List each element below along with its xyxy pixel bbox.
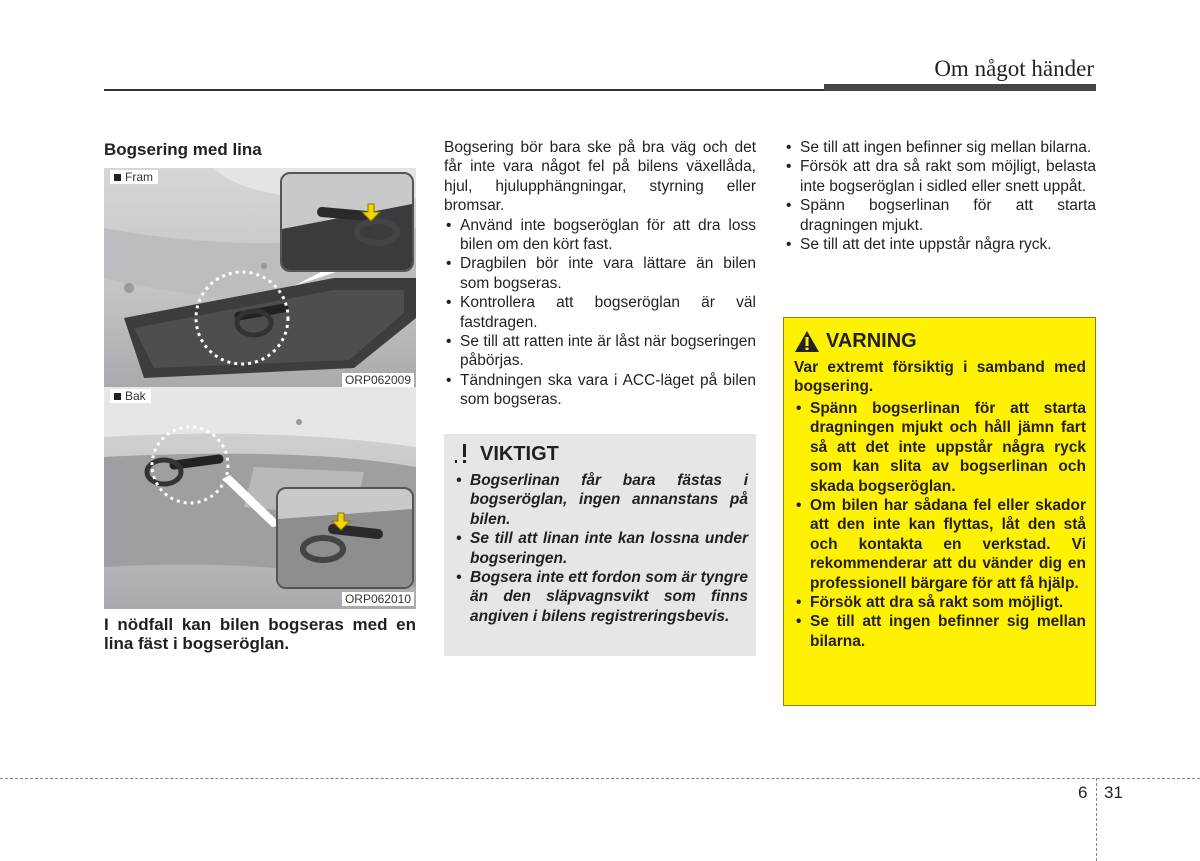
list-item: • Bogsera inte ett fordon som är tyngre än den släpvagnsvikt som finns angiven i bilens registreringsbevis. [454, 568, 748, 626]
list-item: • Se till att det inte uppstår några ryck. [784, 235, 1096, 254]
figure-front-code: ORP062009 [342, 373, 414, 387]
list-item: • Kontrollera att bogseröglan är väl fastdragen. [444, 293, 756, 332]
list-item: • Dragbilen bör inte vara lättare än bilen som bogseras. [444, 254, 756, 293]
list-item: • Se till att ratten inte är låst när bogseringen påbörjas. [444, 332, 756, 371]
column-3-text [784, 138, 1096, 254]
column-2-text [444, 138, 756, 410]
page-number: 31 [1104, 783, 1123, 802]
page-section-number: 6 [1078, 783, 1088, 802]
list-item: • Om bilen har sådana fel eller skador att den inte kan flyttas, låt den stå och kontakta en verkstad. Vi rekommenderar att du vänder dig en professionell bärgare för att få hjälp. [794, 496, 1086, 593]
exclamation-icon [452, 442, 474, 466]
list-item: • Se till att ingen befinner sig mellan bilarna. [784, 138, 1096, 157]
page-header-title: Om något händer [934, 56, 1094, 81]
header-rule [104, 89, 824, 91]
warning-header [794, 330, 917, 353]
important-notice-list [454, 471, 748, 626]
important-notice-title: VIKTIGT [480, 442, 559, 465]
list-item: • Se till att ingen befinner sig mellan bilarna. [794, 612, 1086, 651]
figure-rear-tow-hook [104, 387, 416, 609]
front-hook-detail [282, 174, 412, 270]
important-notice-box [444, 434, 756, 656]
warning-title: VARNING [826, 330, 917, 352]
list-item: • Försök att dra så rakt som möjligt. [794, 593, 1086, 612]
warning-box [783, 317, 1096, 706]
tow-intro-paragraph: Bogsering bör bara ske på bra väg och det får inte vara något fel på bilens växellåda, hjul, hjulupphängningar, styrning eller bromsar. [444, 139, 756, 215]
list-item: • Använd inte bogseröglan för att dra loss bilen om den kört fast. [444, 216, 756, 255]
footer-rule [0, 778, 1200, 779]
warning-list [794, 399, 1086, 651]
rear-hook-detail-inset [276, 487, 414, 589]
tow-tips-list [784, 138, 1096, 254]
front-hook-detail-inset [280, 172, 414, 272]
footer-divider [1096, 778, 1097, 861]
section-title: Bogsering med lina [104, 140, 262, 159]
list-item: • Se till att linan inte kan lossna under bogseringen. [454, 529, 748, 568]
figure-rear-code: ORP062010 [342, 592, 414, 606]
list-item: • Bogserlinan får bara fästas i bogseröglan, ingen annanstans på bilen. [454, 471, 748, 529]
figure-rear-label: Bak [110, 389, 151, 403]
list-item: • Tändningen ska vara i ACC-läget på bilen som bogseras. [444, 371, 756, 410]
rear-hook-detail [278, 489, 412, 587]
emergency-tow-note: I nödfall kan bilen bogseras med en lina fäst i bogseröglan. [104, 615, 416, 653]
list-item: • Försök att dra så rakt som möjligt, belasta inte bogseröglan i sidled eller snett uppåt. [784, 157, 1096, 196]
important-notice-header [452, 442, 559, 466]
warning-intro: Var extremt försiktig i samband med bogsering. [794, 359, 1086, 396]
header-rule-accent [824, 84, 1096, 91]
tow-precautions-list [444, 216, 756, 410]
list-item: • Spänn bogserlinan för att starta dragningen mjukt och håll jämn fart så att det inte uppstår några ryck som kan slita av bogserlinan och skada bogseröglan. [794, 399, 1086, 496]
figure-front-label: Fram [110, 170, 158, 184]
warning-triangle-icon [794, 330, 820, 353]
figure-front-tow-hook [104, 168, 416, 390]
list-item: • Spänn bogserlinan för att starta dragningen mjukt. [784, 196, 1096, 235]
